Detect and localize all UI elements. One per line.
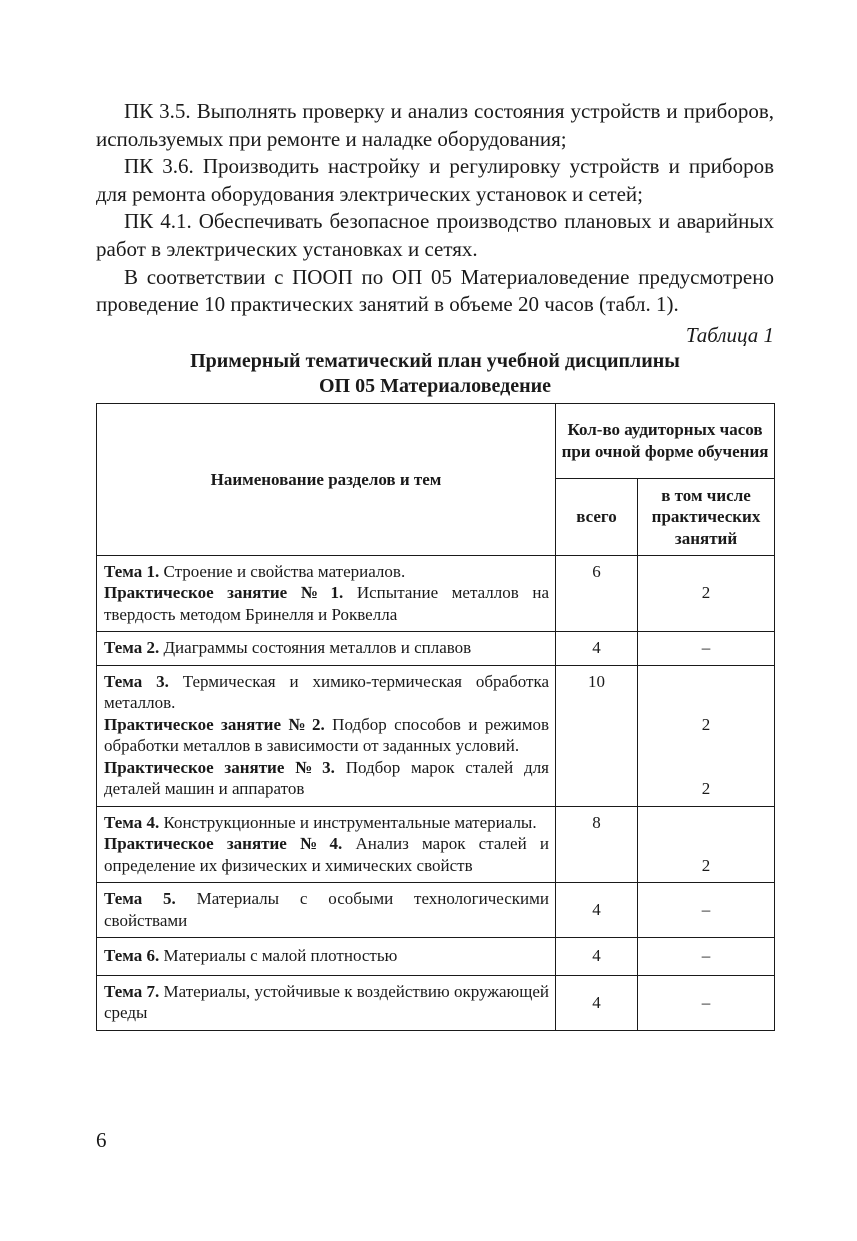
- total-hours-cell: [556, 555, 638, 632]
- practical-text: Подбор марок сталей для деталей машин и аппаратов: [104, 757, 549, 799]
- topic-label: Тема 3.: [104, 671, 169, 691]
- total-hours: 4: [592, 638, 601, 658]
- total-hours-cell: [556, 883, 638, 938]
- total-hours: 4: [592, 992, 601, 1012]
- table-title-line-2: ОП 05 Материаловедение: [318, 374, 552, 397]
- table-row: [97, 555, 775, 632]
- practical-hours: 2: [701, 779, 711, 799]
- total-hours: 8: [592, 812, 601, 832]
- topic-line: [104, 812, 549, 834]
- total-hours: 4: [592, 900, 601, 919]
- table-row: [97, 938, 775, 976]
- topic-line: [104, 561, 549, 583]
- topic-label: Тема 4.: [104, 812, 160, 832]
- topic-text: Конструкционные и инструментальные материалы.: [159, 812, 537, 832]
- header-topic-name: Наименование разделов и тем: [97, 403, 556, 555]
- total-hours-cell: [556, 975, 638, 1030]
- topic-text: Материалы с особыми технологическими свойствами: [104, 889, 550, 930]
- table-row: [97, 975, 775, 1030]
- topic-cell: [97, 632, 556, 666]
- header-total: всего: [556, 478, 638, 555]
- header-practical: в том числе практических занятий: [638, 478, 775, 555]
- total-hours-cell: [556, 806, 638, 883]
- paragraph-pk-3-6: ПК 3.6. Производить настройку и регулировку устройств и приборов для ремонта оборудования электрических установок и сетей;: [96, 154, 774, 206]
- table-row: [97, 806, 775, 883]
- total-hours: 10: [588, 671, 605, 691]
- topic-cell: [97, 806, 556, 883]
- topic-label: Тема 6.: [104, 946, 160, 966]
- practical-hours-cell: [638, 938, 775, 976]
- practical-hours: –: [701, 992, 711, 1012]
- topic-cell: [97, 938, 556, 976]
- total-hours-cell: [556, 665, 638, 806]
- topic-label: Тема 7.: [104, 981, 160, 1001]
- practical-hours: 2: [701, 855, 711, 875]
- practical-line: [104, 757, 549, 800]
- table-title-line-1: Примерный тематический план учебной дисциплины: [190, 349, 680, 372]
- practical-hours-cell: [638, 632, 775, 666]
- practical-line: [104, 833, 549, 876]
- header-hours-group: Кол-во аудиторных часов при очной форме обучения: [556, 403, 775, 478]
- table-row: [97, 883, 775, 938]
- practical-hours: –: [701, 900, 711, 919]
- practical-text: Подбор способов и режимов обработки металлов в зависимости от заданных условий.: [104, 714, 549, 756]
- practical-text: Испытание металлов на твердость методом Бринелля и Роквелла: [104, 583, 549, 624]
- topic-text: Материалы, устойчивые к воздействию окружающей среды: [104, 981, 549, 1023]
- topic-cell: [97, 555, 556, 632]
- total-hours-cell: [556, 632, 638, 666]
- topic-text: Диаграммы состояния металлов и сплавов: [159, 638, 472, 658]
- table-row: [97, 632, 775, 666]
- practical-label: Практическое занятие № 1.: [104, 583, 344, 603]
- topic-label: Тема 2.: [104, 638, 160, 658]
- topic-text: Строение и свойства материалов.: [159, 561, 406, 581]
- topic-label: Тема 1.: [104, 561, 160, 581]
- practical-hours: –: [701, 946, 711, 966]
- paragraph-poop: В соответствии с ПООП по ОП 05 Материаловедение предусмотрено проведение 10 практических занятий в объеме 20 часов (табл. 1).: [96, 264, 774, 317]
- topic-cell: [97, 883, 556, 938]
- thematic-plan-table: [96, 403, 775, 1031]
- practical-line: [104, 714, 549, 757]
- total-hours: 4: [592, 946, 601, 966]
- total-hours: 6: [592, 561, 601, 581]
- table-caption: Таблица 1: [685, 322, 774, 347]
- practical-hours-cell: [638, 883, 775, 938]
- topic-cell: [97, 975, 556, 1030]
- practical-line: [104, 582, 549, 625]
- page-body: [96, 98, 774, 1031]
- topic-text: Термическая и химико-термическая обработка металлов.: [104, 671, 549, 713]
- topic-label: Тема 5.: [104, 889, 176, 909]
- topic-line: [104, 671, 549, 714]
- practical-text: Анализ марок сталей и определение их физических и химических свойств: [104, 834, 549, 875]
- topic-cell: [97, 665, 556, 806]
- topic-text: Материалы с малой плотностью: [159, 946, 398, 966]
- paragraph-pk-4-1: ПК 4.1. Обеспечивать безопасное производство плановых и аварийных работ в электрических установках и сетях.: [96, 209, 774, 261]
- practical-hours-cell: [638, 555, 775, 632]
- total-hours-cell: [556, 938, 638, 976]
- practical-label: Практическое занятие № 2.: [104, 714, 325, 734]
- practical-hours: 2: [701, 583, 711, 603]
- practical-hours-cell: [638, 806, 775, 883]
- practical-label: Практическое занятие № 3.: [104, 757, 335, 777]
- paragraph-pk-3-5: ПК 3.5. Выполнять проверку и анализ состояния устройств и приборов, используемых при ремонте и наладке оборудования;: [96, 99, 774, 151]
- practical-hours: 2: [701, 714, 711, 734]
- practical-hours-cell: [638, 975, 775, 1030]
- page-number: 6: [96, 1128, 107, 1152]
- practical-label: Практическое занятие № 4.: [104, 834, 343, 854]
- practical-hours: –: [701, 638, 711, 658]
- practical-hours-cell: [638, 665, 775, 806]
- table-row: [97, 665, 775, 806]
